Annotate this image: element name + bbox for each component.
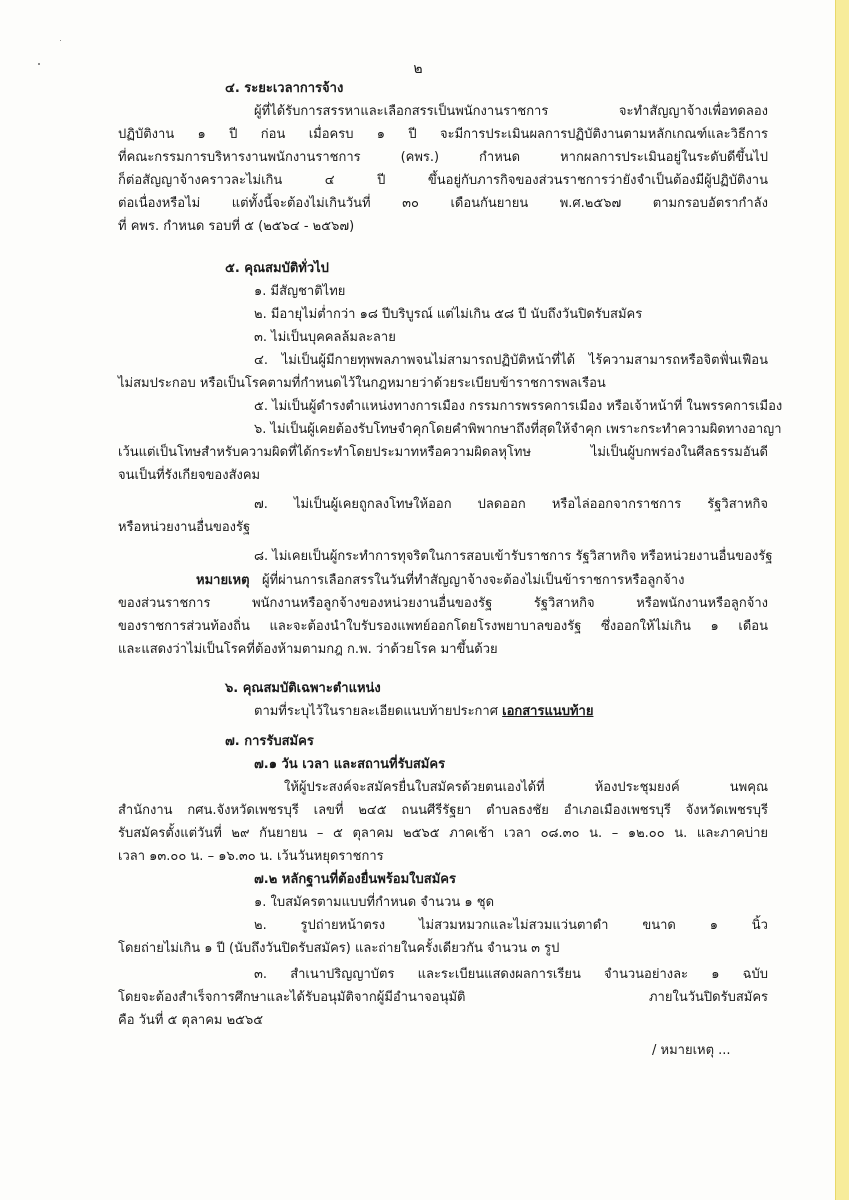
qualification-item-cont: หรือหน่วยงานอื่นของรัฐ bbox=[118, 520, 251, 535]
section-4-line: ปฏิบัติงาน ๑ ปี ก่อน เมื่อครบ ๑ ปี จะมีการประเมินผลการปฏิบัติงานตามหลักเกณฑ์และวิธีการ bbox=[118, 127, 768, 142]
scan-speck bbox=[60, 40, 61, 41]
section-4-heading: ๔. ระยะเวลาการจ้าง bbox=[225, 81, 344, 96]
registration-line: ให้ผู้ประสงค์จะสมัครยื่นใบสมัครด้วยตนเองได้ที่ ห้องประชุมยงค์ นพคุณ bbox=[284, 780, 768, 795]
attachment-link: เอกสารแนบท้าย bbox=[502, 704, 594, 719]
continuation-note: / หมายเหตุ ... bbox=[652, 1043, 731, 1058]
section-4-line: ต่อเนื่องหรือไม่ แต่ทั้งนี้จะต้องไม่เกินวันที่ ๓๐ เดือนกันยายน พ.ศ.๒๕๖๗ ตามกรอบอัตรากำลัง bbox=[118, 196, 768, 211]
qualification-item: ๘. ไม่เคยเป็นผู้กระทำการทุจริตในการสอบเข้ารับราชการ รัฐวิสาหกิจ หรือหน่วยงานอื่นของรัฐ bbox=[254, 549, 773, 564]
note-line: และแสดงว่าไม่เป็นโรคที่ต้องห้ามตามกฎ ก.พ. ว่าด้วยโรค มาขึ้นด้วย bbox=[118, 642, 498, 657]
document-item-cont: โดยถ่ายไม่เกิน ๑ ปี (นับถึงวันปิดรับสมัคร) และถ่ายในครั้งเดียวกัน จำนวน ๓ รูป bbox=[118, 941, 560, 956]
document-item: ๓. สำเนาปริญญาบัตร และระเบียนแสดงผลการเรียน จำนวนอย่างละ ๑ ฉบับ bbox=[254, 967, 768, 982]
section-4-line: ผู้ที่ได้รับการสรรหาและเลือกสรรเป็นพนักงานราชการ จะทำสัญญาจ้างเพื่อทดลอง bbox=[254, 104, 768, 119]
document-item: ๑. ใบสมัครตามแบบที่กำหนด จำนวน ๑ ชุด bbox=[254, 895, 495, 910]
section-7-2-heading: ๗.๒ หลักฐานที่ต้องยื่นพร้อมใบสมัคร bbox=[254, 872, 456, 887]
section-6-text-body: ตามที่ระบุไว้ในรายละเอียดแนบท้ายประกาศ bbox=[254, 704, 498, 719]
registration-line: เวลา ๑๓.๐๐ น. – ๑๖.๓๐ น. เว้นวันหยุดราชการ bbox=[118, 849, 384, 864]
section-6-heading: ๖. คุณสมบัติเฉพาะตำแหน่ง bbox=[225, 681, 381, 696]
section-6-text bbox=[254, 703, 593, 721]
qualification-item: ๗. ไม่เป็นผู้เคยถูกลงโทษให้ออก ปลดออก หรือไล่ออกจากราชการ รัฐวิสาหกิจ bbox=[254, 497, 768, 512]
section-4-line: ที่คณะกรรมการบริหารงานพนักงานราชการ (คพร.) กำหนด หากผลการประเมินอยู่ในระดับดีขึ้นไป bbox=[118, 150, 768, 165]
registration-line: รับสมัครตั้งแต่วันที่ ๒๙ กันยายน – ๕ ตุลาคม ๒๕๖๕ ภาคเช้า เวลา ๐๘.๓๐ น. – ๑๒.๐๐ น. และภาคบ่าย bbox=[118, 826, 768, 841]
qualification-item-cont: จนเป็นที่รังเกียจของสังคม bbox=[118, 468, 261, 483]
qualification-item: ๖. ไม่เป็นผู้เคยต้องรับโทษจำคุกโดยคำพิพากษาถึงที่สุดให้จำคุก เพราะกระทำความผิดทางอาญา bbox=[254, 422, 782, 437]
note-line: ของราชการส่วนท้องถิ่น และจะต้องนำใบรับรองแพทย์ออกโดยโรงพยาบาลของรัฐ ซึ่งออกให้ไม่เกิน ๑ เดือน bbox=[118, 619, 768, 634]
section-5-heading: ๕. คุณสมบัติทั่วไป bbox=[225, 261, 329, 276]
section-7-1-heading: ๗.๑ วัน เวลา และสถานที่รับสมัคร bbox=[254, 757, 446, 772]
document-item-cont: โดยจะต้องสำเร็จการศึกษาและได้รับอนุมัติจากผู้มีอำนาจอนุมัติ ภายในวันปิดรับสมัคร bbox=[118, 990, 768, 1005]
qualification-item: ๓. ไม่เป็นบุคคลล้มละลาย bbox=[254, 330, 396, 345]
document-item: ๒. รูปถ่ายหน้าตรง ไม่สวมหมวกและไม่สวมแว่นตาดำ ขนาด ๑ นิ้ว bbox=[254, 918, 768, 933]
section-4-line: ก็ต่อสัญญาจ้างคราวละไม่เกิน ๔ ปี ขึ้นอยู่กับภารกิจของส่วนราชการว่ายังจำเป็นต้องมีผู้ปฏิบัติงาน bbox=[118, 173, 768, 188]
section-4-line: ที่ คพร. กำหนด รอบที่ ๕ (๒๕๖๔ - ๒๕๖๗) bbox=[118, 219, 355, 234]
note-label-text: หมายเหตุ bbox=[196, 573, 250, 588]
section-7-heading: ๗. การรับสมัคร bbox=[225, 734, 314, 749]
qualification-item: ๕. ไม่เป็นผู้ดำรงตำแหน่งทางการเมือง กรรมการพรรคการเมือง หรือเจ้าหน้าที่ ในพรรคการเมือง bbox=[254, 399, 783, 414]
note-label bbox=[196, 572, 250, 590]
qualification-item: ๔. ไม่เป็นผู้มีกายทุพพลภาพจนไม่สามารถปฏิบัติหน้าที่ได้ ไร้ความสามารถหรือจิตฟั่นเฟือน bbox=[254, 353, 768, 368]
page-edge-highlight bbox=[835, 0, 849, 1200]
qualification-item: ๒. มีอายุไม่ต่ำกว่า ๑๘ ปีบริบูรณ์ แต่ไม่เกิน ๕๘ ปี นับถึงวันปิดรับสมัคร bbox=[254, 307, 643, 322]
page-number: ๒ bbox=[413, 61, 423, 77]
document-item-cont: คือ วันที่ ๕ ตุลาคม ๒๕๖๕ bbox=[118, 1013, 264, 1028]
note-line: ผู้ที่ผ่านการเลือกสรรในวันที่ทำสัญญาจ้างจะต้องไม่เป็นข้าราชการหรือลูกจ้าง bbox=[262, 573, 685, 588]
qualification-item-cont: เว้นแต่เป็นโทษสำหรับความผิดที่ได้กระทำโดยประมาทหรือความผิดลหุโทษ ไม่เป็นผู้บกพร่องในศีลธรรมอันดี bbox=[118, 445, 768, 460]
qualification-item-cont: ไม่สมประกอบ หรือเป็นโรคตามที่กำหนดไว้ในกฎหมายว่าด้วยระเบียบข้าราชการพลเรือน bbox=[118, 376, 606, 391]
qualification-item: ๑. มีสัญชาติไทย bbox=[254, 284, 346, 299]
note-line: ของส่วนราชการ พนักงานหรือลูกจ้างของหน่วยงานอื่นของรัฐ รัฐวิสาหกิจ หรือพนักงานหรือลูกจ้าง bbox=[118, 596, 768, 611]
registration-line: สำนักงาน กศน.จังหวัดเพชรบุรี เลขที่ ๒๔๕ ถนนศีรีรัฐยา ตำบลธงชัย อำเภอเมืองเพชรบุรี จังหวัดเพชรบุรี bbox=[118, 803, 768, 818]
